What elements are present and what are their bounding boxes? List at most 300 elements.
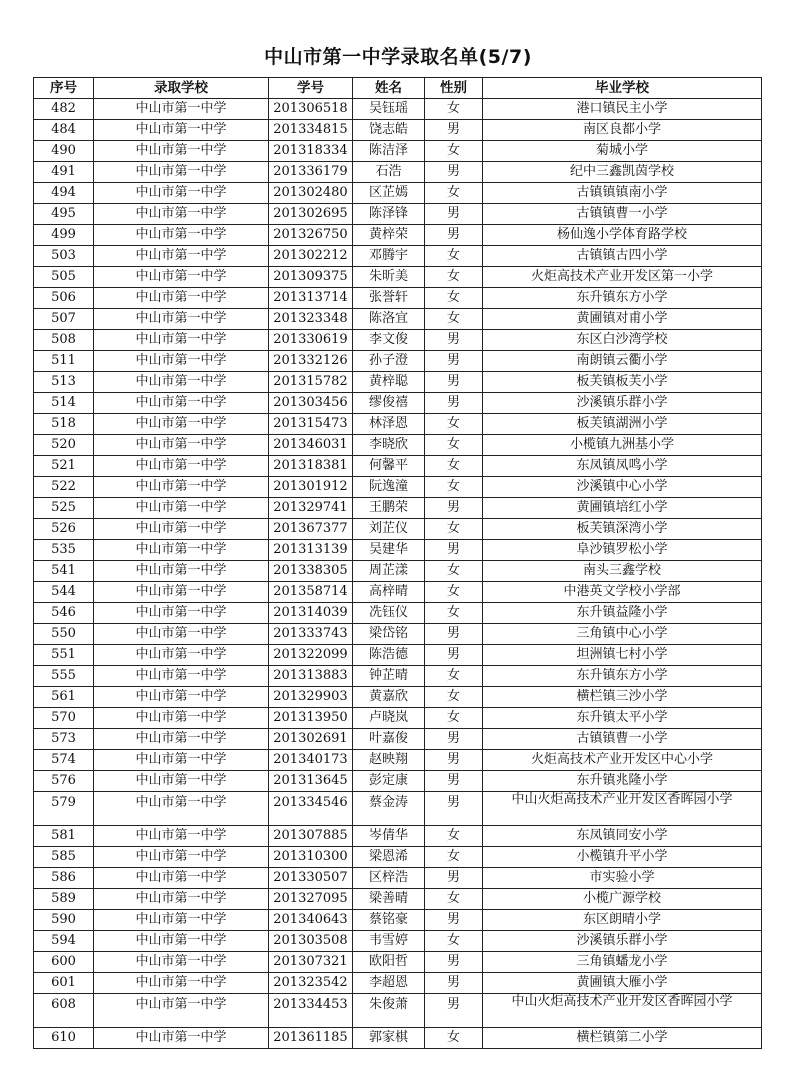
cell-gender: 男 bbox=[425, 624, 483, 645]
cell-name: 张誉轩 bbox=[353, 288, 425, 309]
table-row bbox=[34, 246, 762, 267]
cell-name: 李晓欣 bbox=[353, 435, 425, 456]
cell-admitted-school: 中山市第一中学 bbox=[94, 393, 269, 414]
cell-graduated-school: 南朗镇云衢小学 bbox=[483, 351, 762, 372]
cell-name: 吴钰瑶 bbox=[353, 99, 425, 120]
cell-name: 李文俊 bbox=[353, 330, 425, 351]
cell-serial: 551 bbox=[34, 645, 94, 666]
cell-gender: 男 bbox=[425, 498, 483, 519]
cell-name: 饶志皓 bbox=[353, 120, 425, 141]
cell-admitted-school: 中山市第一中学 bbox=[94, 435, 269, 456]
cell-serial: 484 bbox=[34, 120, 94, 141]
cell-serial: 550 bbox=[34, 624, 94, 645]
cell-admitted-school: 中山市第一中学 bbox=[94, 351, 269, 372]
cell-admitted-school: 中山市第一中学 bbox=[94, 603, 269, 624]
cell-student-id: 201318381 bbox=[269, 456, 353, 477]
cell-name: 岑倩华 bbox=[353, 826, 425, 847]
table-row bbox=[34, 309, 762, 330]
cell-serial: 490 bbox=[34, 141, 94, 162]
cell-serial: 525 bbox=[34, 498, 94, 519]
cell-gender: 男 bbox=[425, 729, 483, 750]
cell-student-id: 201323348 bbox=[269, 309, 353, 330]
cell-gender: 男 bbox=[425, 372, 483, 393]
cell-gender: 女 bbox=[425, 99, 483, 120]
cell-name: 朱昕美 bbox=[353, 267, 425, 288]
cell-name: 蔡金涛 bbox=[353, 792, 425, 826]
cell-admitted-school: 中山市第一中学 bbox=[94, 540, 269, 561]
cell-gender: 男 bbox=[425, 771, 483, 792]
cell-admitted-school: 中山市第一中学 bbox=[94, 372, 269, 393]
table-row bbox=[34, 372, 762, 393]
cell-serial: 573 bbox=[34, 729, 94, 750]
cell-admitted-school: 中山市第一中学 bbox=[94, 561, 269, 582]
cell-serial: 589 bbox=[34, 889, 94, 910]
table-row bbox=[34, 931, 762, 952]
table-row bbox=[34, 141, 762, 162]
cell-student-id: 201313883 bbox=[269, 666, 353, 687]
cell-admitted-school: 中山市第一中学 bbox=[94, 120, 269, 141]
header-serial: 序号 bbox=[34, 78, 94, 99]
cell-name: 高梓晴 bbox=[353, 582, 425, 603]
cell-admitted-school: 中山市第一中学 bbox=[94, 246, 269, 267]
cell-gender: 女 bbox=[425, 708, 483, 729]
cell-student-id: 201315782 bbox=[269, 372, 353, 393]
cell-graduated-school: 东凤镇同安小学 bbox=[483, 826, 762, 847]
cell-name: 卢晓岚 bbox=[353, 708, 425, 729]
cell-name: 钟芷晴 bbox=[353, 666, 425, 687]
admission-table bbox=[33, 77, 762, 1049]
cell-serial: 581 bbox=[34, 826, 94, 847]
cell-admitted-school: 中山市第一中学 bbox=[94, 414, 269, 435]
cell-student-id: 201315473 bbox=[269, 414, 353, 435]
cell-serial: 491 bbox=[34, 162, 94, 183]
cell-graduated-school: 横栏镇三沙小学 bbox=[483, 687, 762, 708]
cell-graduated-school: 中山火炬高技术产业开发区香晖园小学 bbox=[483, 994, 762, 1028]
cell-graduated-school: 小榄镇九洲基小学 bbox=[483, 435, 762, 456]
cell-graduated-school: 沙溪镇中心小学 bbox=[483, 477, 762, 498]
cell-admitted-school: 中山市第一中学 bbox=[94, 498, 269, 519]
table-row bbox=[34, 687, 762, 708]
table-row bbox=[34, 99, 762, 120]
cell-student-id: 201318334 bbox=[269, 141, 353, 162]
header-gender: 性别 bbox=[425, 78, 483, 99]
cell-admitted-school: 中山市第一中学 bbox=[94, 826, 269, 847]
cell-name: 李超恩 bbox=[353, 973, 425, 994]
cell-gender: 女 bbox=[425, 183, 483, 204]
cell-gender: 男 bbox=[425, 973, 483, 994]
cell-graduated-school: 市实验小学 bbox=[483, 868, 762, 889]
cell-name: 韦雪婷 bbox=[353, 931, 425, 952]
table-row bbox=[34, 973, 762, 994]
cell-student-id: 201329741 bbox=[269, 498, 353, 519]
cell-admitted-school: 中山市第一中学 bbox=[94, 309, 269, 330]
cell-serial: 494 bbox=[34, 183, 94, 204]
cell-graduated-school: 三角镇蟠龙小学 bbox=[483, 952, 762, 973]
cell-name: 刘芷仪 bbox=[353, 519, 425, 540]
cell-student-id: 201332126 bbox=[269, 351, 353, 372]
cell-gender: 男 bbox=[425, 351, 483, 372]
cell-gender: 女 bbox=[425, 847, 483, 868]
cell-name: 朱俊萧 bbox=[353, 994, 425, 1028]
cell-student-id: 201336179 bbox=[269, 162, 353, 183]
cell-admitted-school: 中山市第一中学 bbox=[94, 910, 269, 931]
cell-student-id: 201361185 bbox=[269, 1028, 353, 1049]
table-row bbox=[34, 204, 762, 225]
cell-admitted-school: 中山市第一中学 bbox=[94, 994, 269, 1028]
cell-graduated-school: 火炬高技术产业开发区第一小学 bbox=[483, 267, 762, 288]
cell-gender: 男 bbox=[425, 750, 483, 771]
table-row bbox=[34, 414, 762, 435]
cell-gender: 男 bbox=[425, 393, 483, 414]
cell-student-id: 201326750 bbox=[269, 225, 353, 246]
table-row bbox=[34, 666, 762, 687]
table-row bbox=[34, 540, 762, 561]
cell-graduated-school: 港口镇民主小学 bbox=[483, 99, 762, 120]
cell-student-id: 201334815 bbox=[269, 120, 353, 141]
cell-admitted-school: 中山市第一中学 bbox=[94, 288, 269, 309]
cell-name: 周芷漾 bbox=[353, 561, 425, 582]
cell-admitted-school: 中山市第一中学 bbox=[94, 456, 269, 477]
table-row bbox=[34, 183, 762, 204]
cell-graduated-school: 黄圃镇对甫小学 bbox=[483, 309, 762, 330]
cell-admitted-school: 中山市第一中学 bbox=[94, 889, 269, 910]
cell-student-id: 201346031 bbox=[269, 435, 353, 456]
cell-serial: 546 bbox=[34, 603, 94, 624]
cell-admitted-school: 中山市第一中学 bbox=[94, 519, 269, 540]
cell-name: 黄嘉欣 bbox=[353, 687, 425, 708]
cell-student-id: 201313714 bbox=[269, 288, 353, 309]
cell-name: 梁恩浠 bbox=[353, 847, 425, 868]
cell-serial: 513 bbox=[34, 372, 94, 393]
cell-graduated-school: 古镇镇古四小学 bbox=[483, 246, 762, 267]
cell-graduated-school: 东升镇东方小学 bbox=[483, 666, 762, 687]
table-row bbox=[34, 868, 762, 889]
cell-gender: 女 bbox=[425, 477, 483, 498]
cell-gender: 男 bbox=[425, 994, 483, 1028]
cell-admitted-school: 中山市第一中学 bbox=[94, 792, 269, 826]
cell-student-id: 201333743 bbox=[269, 624, 353, 645]
cell-serial: 586 bbox=[34, 868, 94, 889]
cell-serial: 499 bbox=[34, 225, 94, 246]
cell-admitted-school: 中山市第一中学 bbox=[94, 204, 269, 225]
cell-name: 梁岱铭 bbox=[353, 624, 425, 645]
table-row bbox=[34, 120, 762, 141]
cell-serial: 482 bbox=[34, 99, 94, 120]
cell-student-id: 201340643 bbox=[269, 910, 353, 931]
cell-admitted-school: 中山市第一中学 bbox=[94, 99, 269, 120]
cell-gender: 女 bbox=[425, 826, 483, 847]
cell-serial: 495 bbox=[34, 204, 94, 225]
table-row bbox=[34, 994, 762, 1028]
cell-serial: 506 bbox=[34, 288, 94, 309]
cell-gender: 女 bbox=[425, 435, 483, 456]
cell-serial: 570 bbox=[34, 708, 94, 729]
cell-name: 何馨平 bbox=[353, 456, 425, 477]
cell-name: 孙子澄 bbox=[353, 351, 425, 372]
header-name: 姓名 bbox=[353, 78, 425, 99]
cell-student-id: 201327095 bbox=[269, 889, 353, 910]
table-row bbox=[34, 435, 762, 456]
table-row bbox=[34, 582, 762, 603]
cell-graduated-school: 杨仙逸小学体育路学校 bbox=[483, 225, 762, 246]
table-row bbox=[34, 952, 762, 973]
table-row bbox=[34, 645, 762, 666]
cell-student-id: 201323542 bbox=[269, 973, 353, 994]
table-row bbox=[34, 351, 762, 372]
cell-student-id: 201303456 bbox=[269, 393, 353, 414]
cell-name: 阮逸潼 bbox=[353, 477, 425, 498]
cell-gender: 男 bbox=[425, 645, 483, 666]
cell-name: 缪俊禧 bbox=[353, 393, 425, 414]
cell-name: 吴建华 bbox=[353, 540, 425, 561]
cell-gender: 女 bbox=[425, 603, 483, 624]
cell-graduated-school: 沙溪镇乐群小学 bbox=[483, 393, 762, 414]
cell-admitted-school: 中山市第一中学 bbox=[94, 645, 269, 666]
cell-serial: 518 bbox=[34, 414, 94, 435]
cell-graduated-school: 板芙镇湖洲小学 bbox=[483, 414, 762, 435]
cell-gender: 女 bbox=[425, 456, 483, 477]
table-header-row bbox=[34, 78, 762, 99]
cell-serial: 526 bbox=[34, 519, 94, 540]
cell-admitted-school: 中山市第一中学 bbox=[94, 687, 269, 708]
cell-serial: 514 bbox=[34, 393, 94, 414]
cell-graduated-school: 东区白沙湾学校 bbox=[483, 330, 762, 351]
cell-gender: 女 bbox=[425, 414, 483, 435]
cell-graduated-school: 横栏镇第二小学 bbox=[483, 1028, 762, 1049]
cell-graduated-school: 东凤镇凤鸣小学 bbox=[483, 456, 762, 477]
table-row bbox=[34, 225, 762, 246]
cell-gender: 男 bbox=[425, 952, 483, 973]
cell-serial: 507 bbox=[34, 309, 94, 330]
cell-gender: 男 bbox=[425, 225, 483, 246]
cell-gender: 女 bbox=[425, 519, 483, 540]
cell-admitted-school: 中山市第一中学 bbox=[94, 582, 269, 603]
table-row bbox=[34, 477, 762, 498]
cell-graduated-school: 东升镇益隆小学 bbox=[483, 603, 762, 624]
cell-student-id: 201340173 bbox=[269, 750, 353, 771]
cell-name: 冼钰仪 bbox=[353, 603, 425, 624]
cell-student-id: 201302695 bbox=[269, 204, 353, 225]
cell-serial: 594 bbox=[34, 931, 94, 952]
cell-name: 黄梓荣 bbox=[353, 225, 425, 246]
cell-serial: 574 bbox=[34, 750, 94, 771]
table-row bbox=[34, 708, 762, 729]
cell-serial: 608 bbox=[34, 994, 94, 1028]
cell-gender: 男 bbox=[425, 868, 483, 889]
cell-gender: 女 bbox=[425, 267, 483, 288]
cell-graduated-school: 古镇镇曹一小学 bbox=[483, 204, 762, 225]
cell-student-id: 201330507 bbox=[269, 868, 353, 889]
cell-gender: 男 bbox=[425, 204, 483, 225]
cell-gender: 女 bbox=[425, 666, 483, 687]
cell-serial: 585 bbox=[34, 847, 94, 868]
cell-name: 梁善晴 bbox=[353, 889, 425, 910]
cell-admitted-school: 中山市第一中学 bbox=[94, 868, 269, 889]
cell-name: 陈洛宜 bbox=[353, 309, 425, 330]
cell-graduated-school: 小榄广源学校 bbox=[483, 889, 762, 910]
cell-graduated-school: 板芙镇深湾小学 bbox=[483, 519, 762, 540]
cell-graduated-school: 菊城小学 bbox=[483, 141, 762, 162]
cell-serial: 610 bbox=[34, 1028, 94, 1049]
table-row bbox=[34, 826, 762, 847]
cell-serial: 601 bbox=[34, 973, 94, 994]
cell-graduated-school: 黄圃镇大雁小学 bbox=[483, 973, 762, 994]
cell-name: 区梓浩 bbox=[353, 868, 425, 889]
cell-name: 蔡铭豪 bbox=[353, 910, 425, 931]
cell-graduated-school: 中港英文学校小学部 bbox=[483, 582, 762, 603]
cell-name: 陈洁泽 bbox=[353, 141, 425, 162]
cell-student-id: 201302480 bbox=[269, 183, 353, 204]
cell-graduated-school: 南区良都小学 bbox=[483, 120, 762, 141]
page-title: 中山市第一中学录取名单(5/7) bbox=[264, 46, 532, 68]
cell-admitted-school: 中山市第一中学 bbox=[94, 267, 269, 288]
cell-gender: 女 bbox=[425, 687, 483, 708]
cell-graduated-school: 古镇镇曹一小学 bbox=[483, 729, 762, 750]
cell-name: 彭定康 bbox=[353, 771, 425, 792]
cell-name: 石浩 bbox=[353, 162, 425, 183]
cell-name: 王鹏荣 bbox=[353, 498, 425, 519]
table-row bbox=[34, 910, 762, 931]
cell-graduated-school: 东升镇兆隆小学 bbox=[483, 771, 762, 792]
cell-admitted-school: 中山市第一中学 bbox=[94, 847, 269, 868]
cell-student-id: 201306518 bbox=[269, 99, 353, 120]
cell-gender: 男 bbox=[425, 910, 483, 931]
cell-graduated-school: 古镇镇镇南小学 bbox=[483, 183, 762, 204]
cell-name: 林泽恩 bbox=[353, 414, 425, 435]
cell-serial: 555 bbox=[34, 666, 94, 687]
cell-gender: 男 bbox=[425, 120, 483, 141]
cell-admitted-school: 中山市第一中学 bbox=[94, 225, 269, 246]
cell-serial: 503 bbox=[34, 246, 94, 267]
cell-serial: 600 bbox=[34, 952, 94, 973]
cell-gender: 女 bbox=[425, 889, 483, 910]
cell-admitted-school: 中山市第一中学 bbox=[94, 931, 269, 952]
cell-graduated-school: 东升镇东方小学 bbox=[483, 288, 762, 309]
table-row bbox=[34, 1028, 762, 1049]
table-row bbox=[34, 792, 762, 826]
cell-name: 区芷嫣 bbox=[353, 183, 425, 204]
cell-graduated-school: 火炬高技术产业开发区中心小学 bbox=[483, 750, 762, 771]
cell-serial: 508 bbox=[34, 330, 94, 351]
cell-student-id: 201358714 bbox=[269, 582, 353, 603]
cell-graduated-school: 坦洲镇七村小学 bbox=[483, 645, 762, 666]
cell-serial: 544 bbox=[34, 582, 94, 603]
cell-serial: 561 bbox=[34, 687, 94, 708]
table-row bbox=[34, 847, 762, 868]
cell-graduated-school: 南头三鑫学校 bbox=[483, 561, 762, 582]
header-graduated-school: 毕业学校 bbox=[483, 78, 762, 99]
cell-gender: 女 bbox=[425, 141, 483, 162]
cell-graduated-school: 小榄镇升平小学 bbox=[483, 847, 762, 868]
cell-serial: 541 bbox=[34, 561, 94, 582]
cell-name: 郭家棋 bbox=[353, 1028, 425, 1049]
cell-graduated-school: 黄圃镇培红小学 bbox=[483, 498, 762, 519]
cell-admitted-school: 中山市第一中学 bbox=[94, 973, 269, 994]
cell-student-id: 201302212 bbox=[269, 246, 353, 267]
cell-student-id: 201334546 bbox=[269, 792, 353, 826]
cell-graduated-school: 中山火炬高技术产业开发区香晖园小学 bbox=[483, 792, 762, 826]
cell-admitted-school: 中山市第一中学 bbox=[94, 771, 269, 792]
header-admitted-school: 录取学校 bbox=[94, 78, 269, 99]
table-row bbox=[34, 771, 762, 792]
table-row bbox=[34, 330, 762, 351]
cell-admitted-school: 中山市第一中学 bbox=[94, 708, 269, 729]
header-student-id: 学号 bbox=[269, 78, 353, 99]
cell-serial: 521 bbox=[34, 456, 94, 477]
cell-student-id: 201303508 bbox=[269, 931, 353, 952]
cell-gender: 男 bbox=[425, 540, 483, 561]
cell-admitted-school: 中山市第一中学 bbox=[94, 952, 269, 973]
cell-gender: 女 bbox=[425, 288, 483, 309]
cell-gender: 男 bbox=[425, 330, 483, 351]
cell-student-id: 201338305 bbox=[269, 561, 353, 582]
cell-admitted-school: 中山市第一中学 bbox=[94, 477, 269, 498]
cell-name: 欧阳哲 bbox=[353, 952, 425, 973]
cell-name: 邓腾宇 bbox=[353, 246, 425, 267]
cell-admitted-school: 中山市第一中学 bbox=[94, 729, 269, 750]
table-row bbox=[34, 561, 762, 582]
cell-admitted-school: 中山市第一中学 bbox=[94, 183, 269, 204]
cell-graduated-school: 板芙镇板芙小学 bbox=[483, 372, 762, 393]
cell-gender: 女 bbox=[425, 1028, 483, 1049]
cell-name: 黄梓聪 bbox=[353, 372, 425, 393]
cell-student-id: 201330619 bbox=[269, 330, 353, 351]
cell-serial: 590 bbox=[34, 910, 94, 931]
cell-admitted-school: 中山市第一中学 bbox=[94, 624, 269, 645]
cell-serial: 520 bbox=[34, 435, 94, 456]
cell-graduated-school: 三角镇中心小学 bbox=[483, 624, 762, 645]
cell-student-id: 201314039 bbox=[269, 603, 353, 624]
cell-student-id: 201309375 bbox=[269, 267, 353, 288]
cell-gender: 男 bbox=[425, 162, 483, 183]
cell-serial: 535 bbox=[34, 540, 94, 561]
cell-name: 叶嘉俊 bbox=[353, 729, 425, 750]
cell-student-id: 201367377 bbox=[269, 519, 353, 540]
cell-graduated-school: 阜沙镇罗松小学 bbox=[483, 540, 762, 561]
cell-student-id: 201301912 bbox=[269, 477, 353, 498]
cell-gender: 女 bbox=[425, 309, 483, 330]
cell-admitted-school: 中山市第一中学 bbox=[94, 1028, 269, 1049]
cell-student-id: 201310300 bbox=[269, 847, 353, 868]
cell-gender: 女 bbox=[425, 246, 483, 267]
cell-gender: 女 bbox=[425, 561, 483, 582]
table-row bbox=[34, 624, 762, 645]
table-row bbox=[34, 603, 762, 624]
cell-graduated-school: 沙溪镇乐群小学 bbox=[483, 931, 762, 952]
cell-student-id: 201334453 bbox=[269, 994, 353, 1028]
cell-serial: 522 bbox=[34, 477, 94, 498]
cell-student-id: 201307321 bbox=[269, 952, 353, 973]
cell-admitted-school: 中山市第一中学 bbox=[94, 750, 269, 771]
cell-student-id: 201313645 bbox=[269, 771, 353, 792]
cell-graduated-school: 东升镇太平小学 bbox=[483, 708, 762, 729]
cell-student-id: 201322099 bbox=[269, 645, 353, 666]
cell-admitted-school: 中山市第一中学 bbox=[94, 330, 269, 351]
cell-graduated-school: 纪中三鑫凯茵学校 bbox=[483, 162, 762, 183]
cell-serial: 505 bbox=[34, 267, 94, 288]
cell-admitted-school: 中山市第一中学 bbox=[94, 141, 269, 162]
table-row bbox=[34, 162, 762, 183]
cell-serial: 576 bbox=[34, 771, 94, 792]
cell-gender: 女 bbox=[425, 582, 483, 603]
cell-graduated-school: 东区朗晴小学 bbox=[483, 910, 762, 931]
cell-serial: 579 bbox=[34, 792, 94, 826]
cell-gender: 女 bbox=[425, 931, 483, 952]
cell-gender: 男 bbox=[425, 792, 483, 826]
table-row bbox=[34, 288, 762, 309]
cell-name: 赵映翔 bbox=[353, 750, 425, 771]
cell-name: 陈泽锋 bbox=[353, 204, 425, 225]
